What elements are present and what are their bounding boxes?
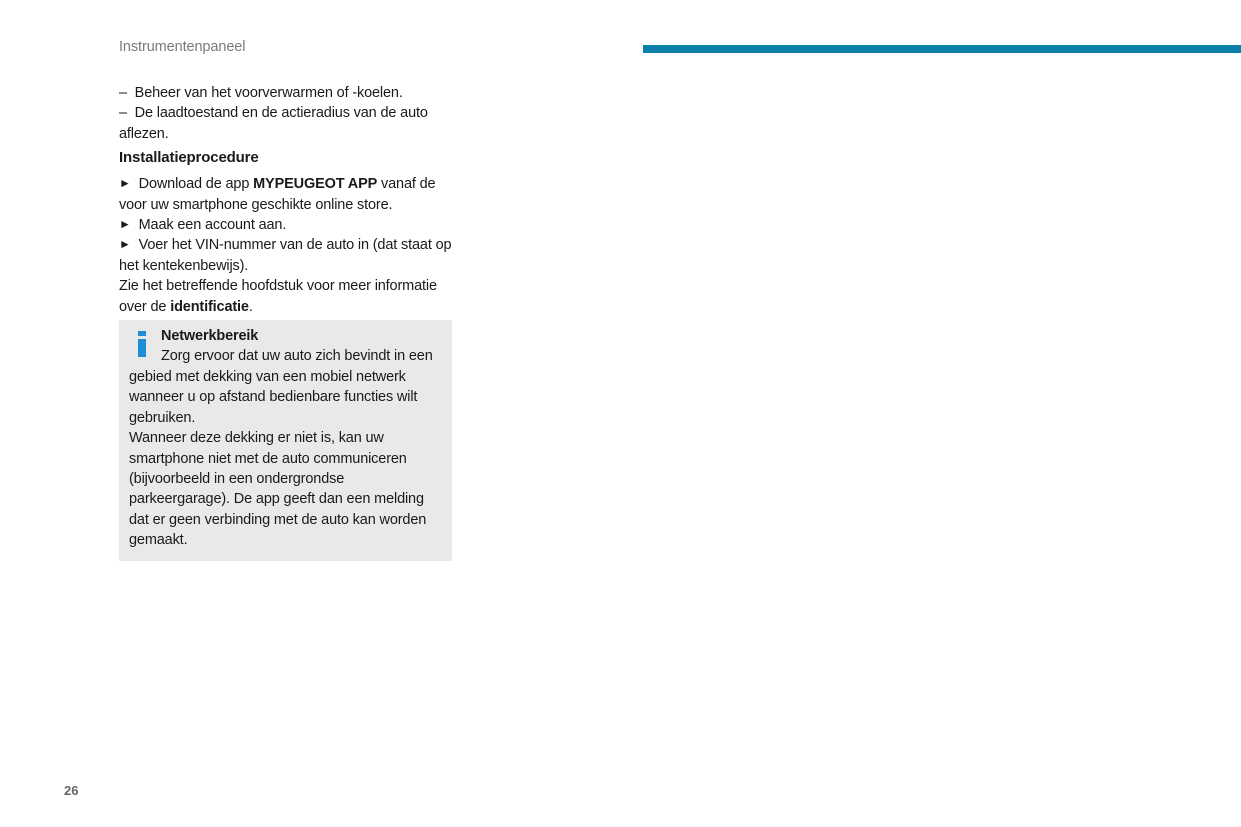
step-text: Download de app [138, 176, 254, 193]
section-heading: Installatieprocedure [119, 149, 259, 167]
step-text: vanaf de voor uw smartphone geschikte online store. [119, 176, 436, 213]
app-name: MYPEUGEOT APP [253, 176, 378, 193]
reference-text-post: . [248, 298, 253, 315]
step-item [119, 174, 453, 215]
step-text: Maak een account aan. [138, 217, 287, 234]
info-box-title: Netwerkbereik [161, 328, 259, 345]
reference-text-pre: Zie het betreffende hoofdstuk voor meer informatie over de [119, 278, 437, 315]
section-title: Instrumentenpaneel [119, 39, 246, 55]
arrow-right-icon: ► [119, 237, 131, 252]
info-box [119, 320, 452, 560]
step-item [119, 215, 453, 235]
reference-text [119, 276, 453, 317]
step-text: Voer het VIN-nummer van de auto in (dat staat op het kentekenbewijs). [119, 237, 452, 274]
arrow-right-icon: ► [119, 176, 131, 191]
dash-item-text: Beheer van het voorverwarmen of -koelen. [134, 85, 403, 101]
reference-link-identificatie: identificatie [170, 298, 249, 315]
info-box-paragraph: Zorg ervoor dat uw auto zich bevindt in een gebied met dekking van een mobiel netwerk wanneer u op afstand bedienbare functies wilt gebruiken. [129, 348, 433, 426]
dash-item: – Beheer van het voorverwarmen of -koelen. [119, 85, 403, 101]
header-accent-bar [643, 45, 1241, 53]
dash-item: – De laadtoestand en de actieradius van de auto aflezen. [119, 105, 428, 142]
info-box-paragraph: Wanneer deze dekking er niet is, kan uw smartphone niet met de auto communiceren (bijvoorbeeld in een ondergrondse parkeergarage). De app geeft dan een melding dat er geen verbinding met de auto kan worden gemaakt. [129, 430, 427, 549]
page-number: 26 [64, 783, 79, 798]
info-icon [138, 331, 146, 357]
dash-item-text: De laadtoestand en de actieradius van de auto aflezen. [119, 105, 428, 142]
arrow-right-icon: ► [119, 217, 131, 232]
step-item [119, 235, 453, 276]
main-content [119, 83, 453, 561]
